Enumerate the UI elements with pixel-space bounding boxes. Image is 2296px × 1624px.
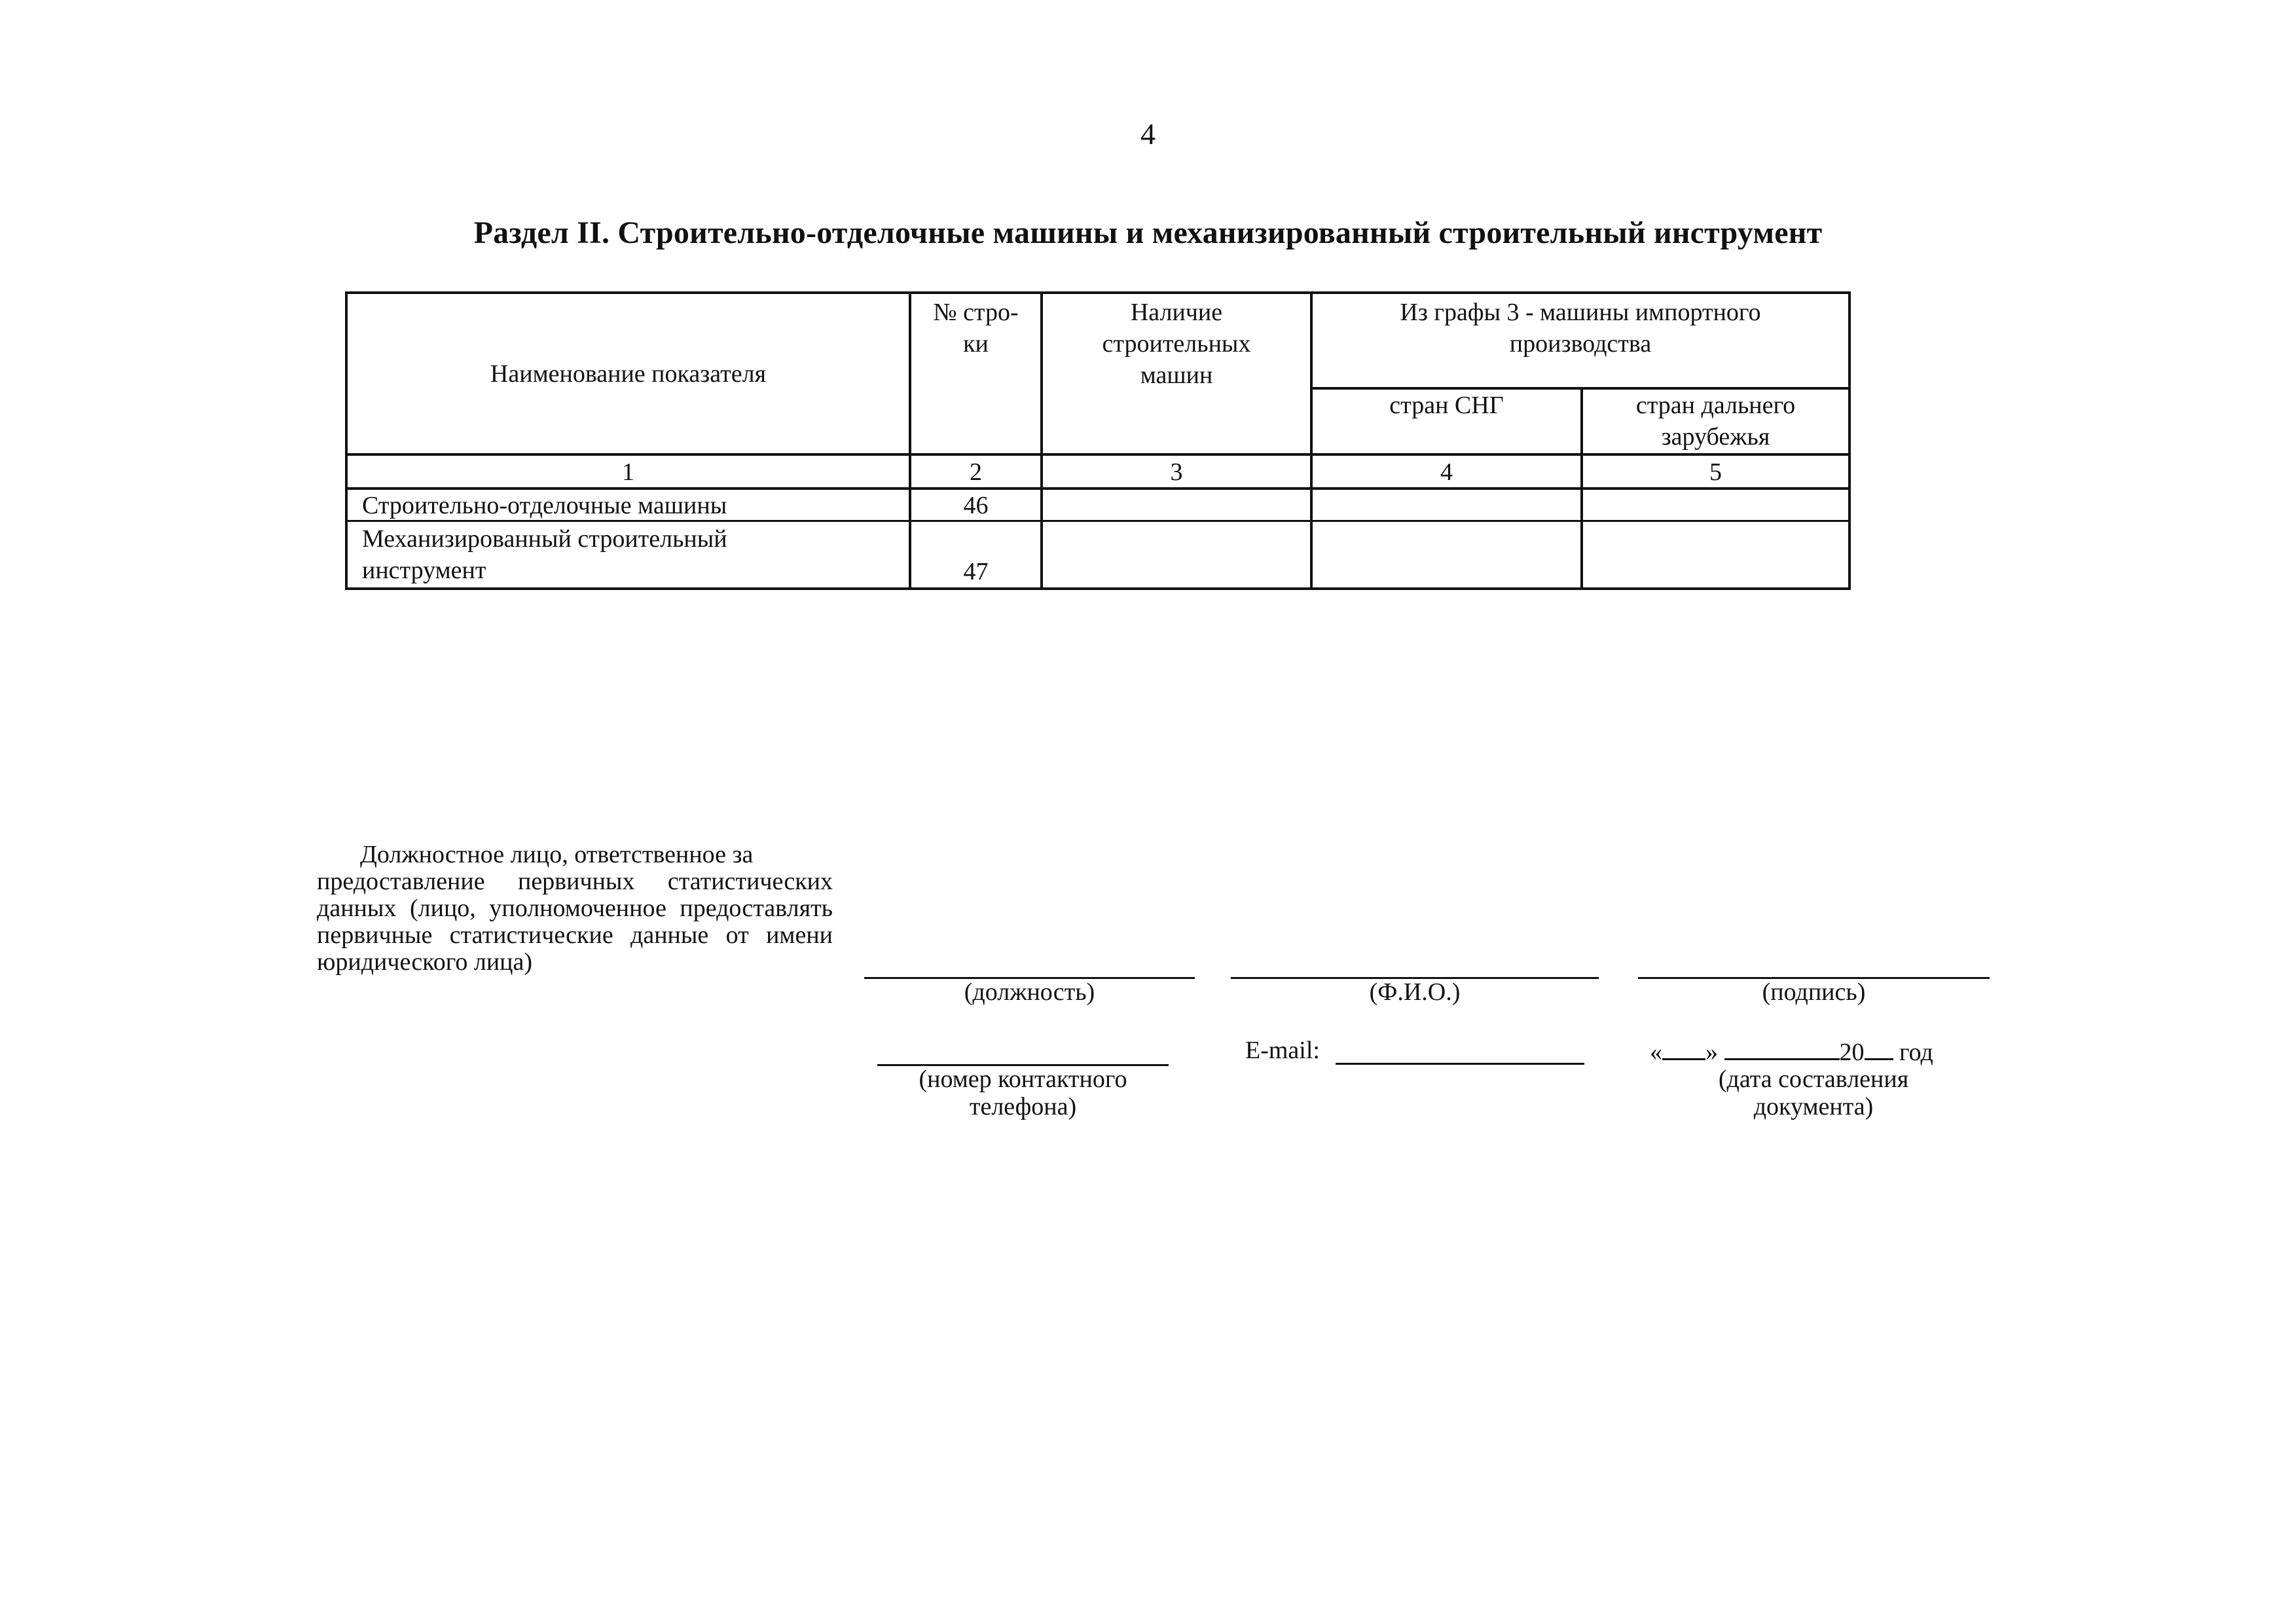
page-number: 4 <box>1140 117 1156 151</box>
header-row-number: № стро- ки <box>933 299 1019 358</box>
phone-caption: (номер контактного телефона) <box>919 1065 1127 1120</box>
position-caption: (должность) <box>964 978 1095 1006</box>
date-year-blank[interactable] <box>1865 1036 1893 1060</box>
date-year-suffix: год <box>1899 1039 1933 1066</box>
header-availability: Наличие строительных машин <box>1102 299 1251 389</box>
header-bottom-line <box>348 453 1848 456</box>
responsible-rest: предоставление первичных статистических данных (лицо, уполномоченное предоставлять первичные статистические данные от имени юридического лица) <box>317 868 833 976</box>
fio-caption: (Ф.И.О.) <box>1369 978 1461 1006</box>
signature-caption: (подпись) <box>1762 978 1866 1006</box>
column-number-4: 4 <box>1440 458 1453 486</box>
responsible-first-line: Должностное лицо, ответственное за <box>360 841 754 868</box>
column-number-5: 5 <box>1709 458 1722 486</box>
indicator-table <box>345 291 1851 590</box>
header-indicator-name: Наименование показателя <box>490 360 767 388</box>
header-import-group: Из графы 3 - машины импортного производства <box>1400 299 1761 358</box>
email-label: E-mail: <box>1245 1037 1320 1064</box>
column-number-3: 3 <box>1170 458 1183 486</box>
date-year-prefix: 20 <box>1839 1039 1865 1066</box>
row-code-47: 47 <box>963 558 989 585</box>
column-number-2: 2 <box>970 458 982 486</box>
date-open-quote: « <box>1650 1039 1662 1066</box>
column-number-1: 1 <box>622 458 634 486</box>
row-name-46: Строительно-отделочные машины <box>362 492 727 519</box>
row-name-47: Механизированный строительный инструмент <box>362 525 727 584</box>
date-close-quote: » <box>1705 1039 1718 1066</box>
section-title: Раздел II. Строительно-отделочные машины и механизированный строительный инструмент <box>473 215 1823 250</box>
email-field[interactable] <box>1336 1063 1584 1065</box>
header-far-abroad: стран дальнего зарубежья <box>1635 392 1796 451</box>
date-caption: (дата составления документа) <box>1718 1065 1909 1120</box>
date-field[interactable] <box>1650 1036 1933 1067</box>
responsible-person-text <box>317 841 833 976</box>
date-day-blank[interactable] <box>1662 1036 1705 1060</box>
header-cis: стран СНГ <box>1389 392 1504 419</box>
date-month-blank[interactable] <box>1724 1036 1840 1060</box>
row-code-46: 46 <box>963 492 989 519</box>
